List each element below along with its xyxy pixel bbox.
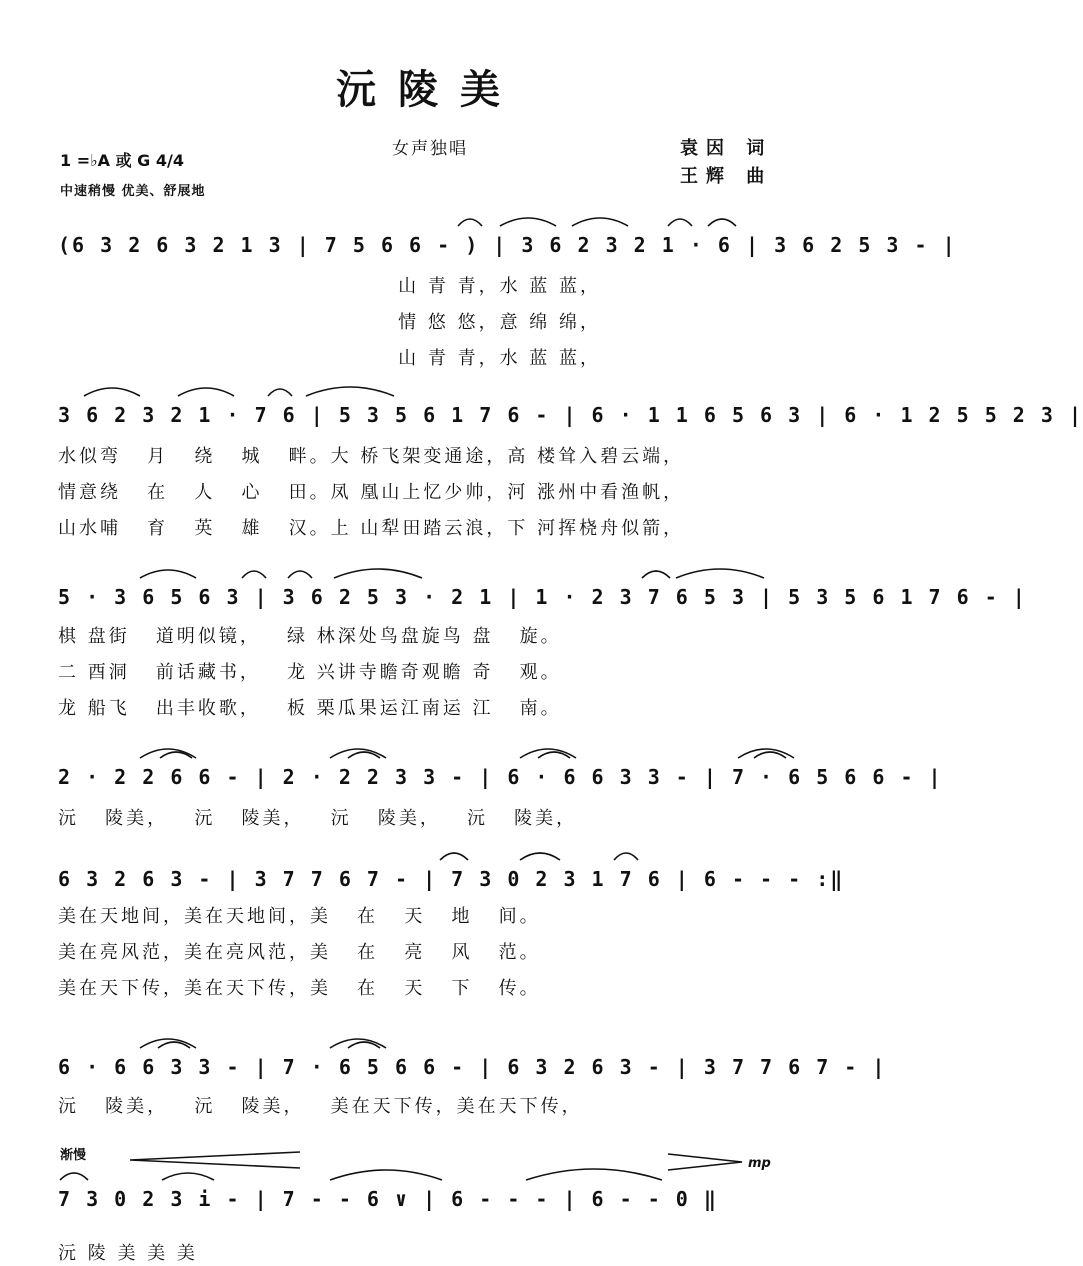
score-notes-row-4: 2 · 2 2 6 6 - | 2 · 2 2 3 3 - | 6 · 6 6 3 3 - | 7 · 6 5 6 6 - | [58, 765, 943, 789]
lyric-row-5-verse-2: 美在亮风范，美在亮风范，美 在 亮 风 范。 [58, 942, 541, 963]
lyric-row-2-verse-1: 水似弯 月 绕 城 畔。大 桥飞架变通途，高 楼耸入碧云端， [58, 446, 685, 467]
lyric-row-7-verse-1: 沅 陵 美 美 美 [58, 1243, 198, 1264]
score-notes-row-6: 6 · 6 6 3 3 - | 7 · 6 5 6 6 - | 6 3 2 6 3 - | 3 7 7 6 7 - | [58, 1055, 887, 1079]
lyric-row-1-verse-3: 山 青 青，水 蓝 蓝， [58, 348, 602, 369]
lyric-row-2-verse-2: 情意绕 在 人 心 田。凤 凰山上忆少帅，河 涨州中看渔帆， [58, 482, 685, 503]
lyric-row-1-verse-1: 山 青 青，水 蓝 蓝， [58, 276, 602, 297]
lyric-row-5-verse-1: 美在天地间，美在天地间，美 在 天 地 间。 [58, 906, 541, 927]
song-title: 沅陵美 [336, 67, 522, 113]
composer-credit: 王辉 曲 [680, 166, 773, 187]
tempo-slowing-label: 渐慢 [60, 1148, 87, 1163]
performance-type: 女声独唱 [392, 139, 468, 159]
key-signature: 1 =♭A 或 G 4/4 [60, 151, 184, 170]
score-notes-row-3: 5 · 3 6 5 6 3 | 3 6 2 5 3 · 2 1 | 1 · 2 3 7 6 5 3 | 5 3 5 6 1 7 6 - | [58, 585, 1027, 609]
lyric-row-5-verse-3: 美在天下传，美在天下传，美 在 天 下 传。 [58, 978, 541, 999]
lyric-row-3-verse-1: 棋 盘街 道明似镜， 绿 林深处鸟盘旋鸟 盘 旋。 [58, 626, 562, 647]
score-notes-row-2: 3 6 2 3 2 1 · 7 6 | 5 3 5 6 1 7 6 - | 6 · 1 1 6 5 6 3 | 6 · 1 2 5 5 2 3 | [58, 403, 1083, 427]
lyric-row-4-verse-1: 沅 陵美， 沅 陵美， 沅 陵美， 沅 陵美， [58, 808, 578, 829]
lyricist-credit: 袁因 词 [680, 138, 773, 159]
lyric-row-7-cut [58, 1243, 818, 1266]
lyric-row-2-verse-3: 山水哺 育 英 雄 汉。上 山犁田踏云浪，下 河挥桡舟似箭， [58, 518, 685, 539]
lyric-row-6-verse-1: 沅 陵美， 沅 陵美， 美在天下传，美在天下传， [58, 1096, 583, 1117]
lyric-row-1-verse-2: 情 悠 悠，意 绵 绵， [58, 312, 602, 333]
score-notes-row-5: 6 3 2 6 3 - | 3 7 7 6 7 - | 7 3 0 2 3 1 7 6 | 6 - - - :‖ [58, 867, 845, 891]
score-notes-row-1: (6 3 2 6 3 2 1 3 | 7 5 6 6 - ) | 3 6 2 3 2 1 · 6 | 3 6 2 5 3 - | [58, 233, 957, 257]
lyric-row-3-verse-3: 龙 船飞 出丰收歌， 板 栗瓜果运江南运 江 南。 [58, 698, 562, 719]
score-notes-row-7: 7 3 0 2 3 i - | 7 - - 6 ∨ | 6 - - - | 6 - - 0 ‖ [58, 1187, 718, 1211]
lyric-row-3-verse-2: 二 酉洞 前话藏书， 龙 兴讲寺瞻奇观瞻 奇 观。 [58, 662, 562, 683]
dynamic-mp-label: mp [748, 1156, 771, 1171]
tempo-marking: 中速稍慢 优美、舒展地 [60, 184, 206, 199]
